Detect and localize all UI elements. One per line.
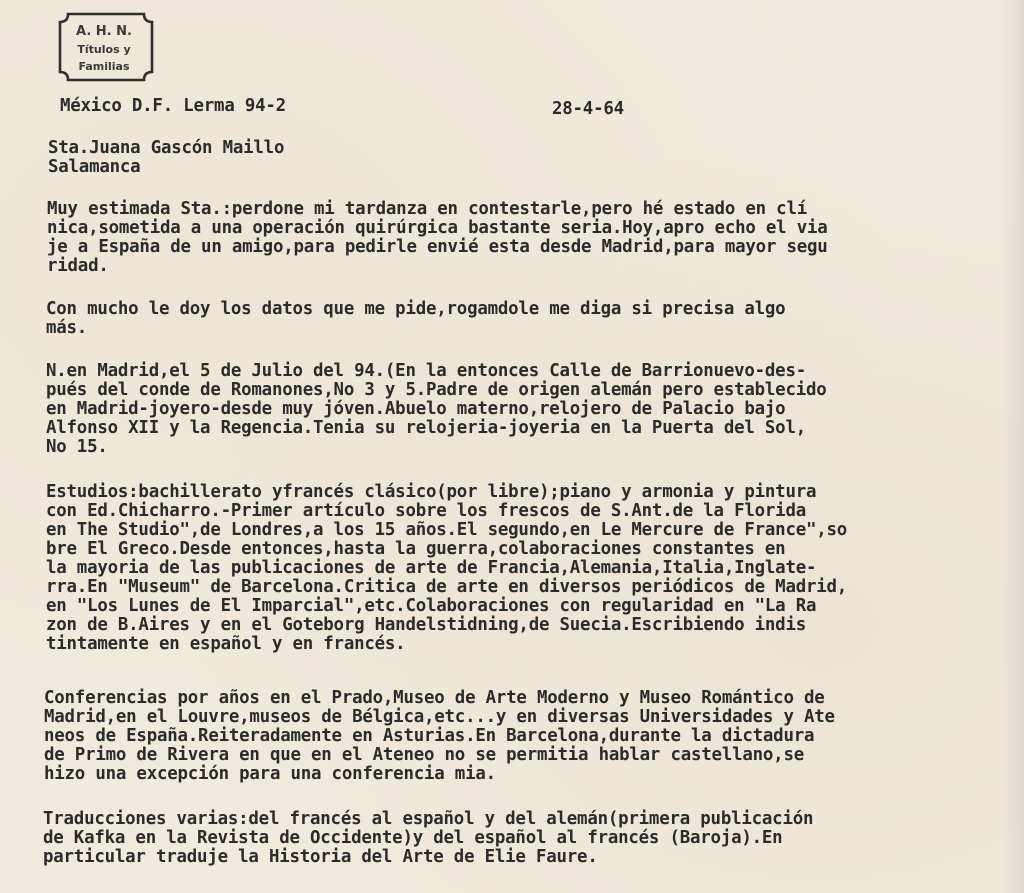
- text-line: rra.En "Museum" de Barcelona.Critica de arte en diversos periódicos de Madrid,: [46, 577, 848, 597]
- text-line: pués del conde de Romanones,No 3 y 5.Padre de origen alemán pero establecido: [46, 380, 827, 400]
- text-line: de Kafka en la Revista de Occidente)y del español al francés (Baroja).En: [43, 828, 783, 848]
- text-line: N.en Madrid,el 5 de Julio del 94.(En la entonces Calle de Barrionuevo-des-: [46, 361, 806, 381]
- text-line: más.: [46, 318, 88, 338]
- text-line: tintamente en español y en francés.: [46, 634, 406, 654]
- text-line: Muy estimada Sta.:perdone mi tardanza en contestarle,pero hé estado en clí: [47, 199, 807, 219]
- text-line: en The Studio",de Londres,a los 15 años.El segundo,en Le Mercure de France",so: [46, 520, 848, 540]
- text-line: con Ed.Chicharro.-Primer artículo sobre los frescos de S.Ant.de la Florida: [46, 501, 806, 521]
- text-line: en "Los Lunes de El Imparcial",etc.Colaboraciones con regularidad en "La Ra: [46, 596, 817, 616]
- text-line: No 15.: [46, 437, 108, 457]
- text-line: Traducciones varias:del francés al español y del alemán(primera publicación: [43, 809, 814, 829]
- text-line: en Madrid-joyero-desde muy jóven.Abuelo materno,relojero de Palacio bajo: [46, 399, 786, 419]
- text-line: Alfonso XII y la Regencia.Tenia su relojeria-joyeria en la Puerta del Sol,: [46, 418, 806, 438]
- recipient-name: Sta.Juana Gascón Maillo: [48, 138, 285, 158]
- stamp-line-3: Familias: [78, 60, 130, 73]
- header-date: 28-4-64: [552, 99, 624, 119]
- text-line: neos de España.Reiteradamente en Asturias.En Barcelona,durante la dictadura: [44, 726, 815, 746]
- text-line: zon de B.Aires y en el Goteborg Handelstidning,de Suecia.Escribiendo indis: [46, 615, 806, 635]
- text-line: nica,sometida a una operación quirúrgica bastante seria.Hoy,apro echo el via: [47, 218, 828, 238]
- text-line: hizo una excepción para una conferencia mia.: [44, 764, 496, 784]
- text-line: bre El Greco.Desde entonces,hasta la guerra,colaboraciones constantes en: [46, 539, 786, 559]
- recipient-city: Salamanca: [48, 157, 141, 177]
- page-edge-shadow: [1002, 0, 1024, 893]
- text-line: de Primo de Rivera en que en el Ateneo no se permitia hablar castellano,se: [44, 745, 804, 765]
- text-line: Madrid,en el Louvre,museos de Bélgica,etc...y en diversas Universidades y Ate: [44, 707, 835, 727]
- text-line: la mayoria de las publicaciones de arte de Francia,Alemania,Italia,Inglate-: [46, 558, 817, 578]
- header-place: México D.F. Lerma 94-2: [60, 96, 286, 116]
- text-line: je a España de un amigo,para pedirle envié esta desde Madrid,para mayor segu: [47, 237, 828, 257]
- text-line: Estudios:bachillerato yfrancés clásico(por libre);piano y armonia y pintura: [46, 482, 817, 502]
- text-line: Conferencias por años en el Prado,Museo de Arte Moderno y Museo Romántico de: [44, 688, 825, 708]
- archive-stamp: [54, 10, 154, 80]
- stamp-line-1: A. H. N.: [76, 24, 132, 39]
- text-line: Con mucho le doy los datos que me pide,rogamdole me diga si precisa algo: [46, 299, 786, 319]
- text-line: ridad.: [47, 256, 109, 276]
- stamp-line-2: Títulos y: [77, 43, 131, 56]
- text-line: particular traduje la Historia del Arte de Elie Faure.: [43, 847, 598, 867]
